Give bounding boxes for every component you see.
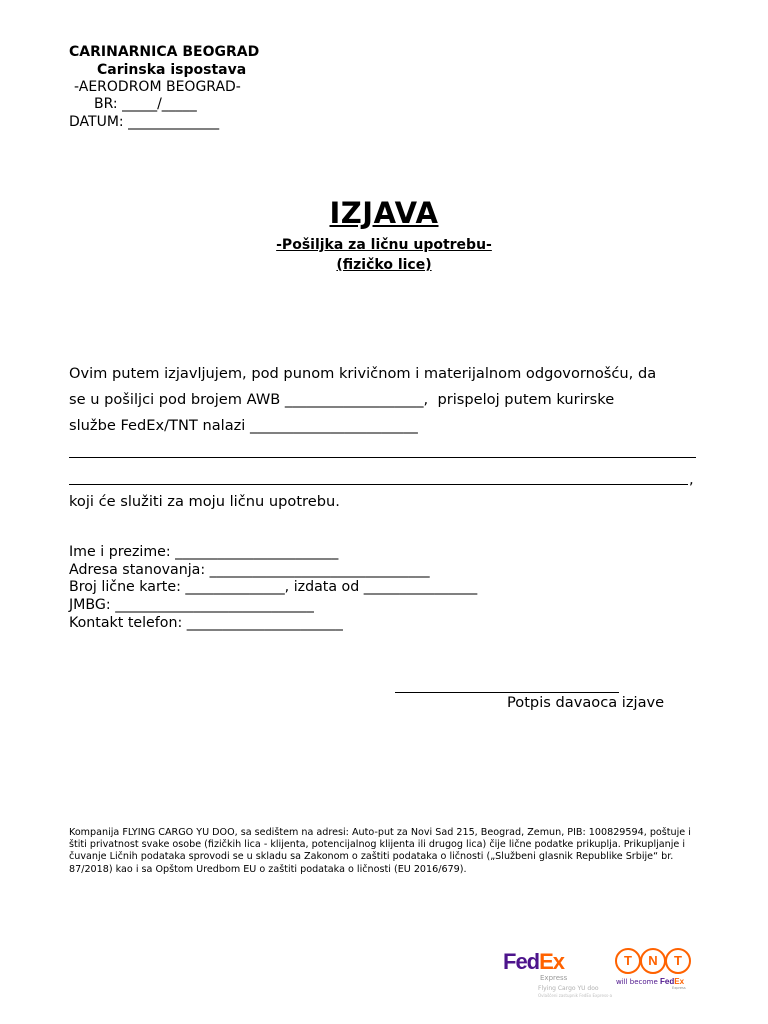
airport-name: -AERODROM BEOGRAD- — [74, 79, 241, 95]
signature-label: Potpis davaoca izjave — [507, 694, 665, 711]
tnt-fedex-ex: Ex — [674, 977, 685, 986]
blank-line-2[interactable] — [69, 484, 688, 485]
reference-number: BR: _____/_____ — [94, 96, 197, 112]
fedex-logo — [500, 936, 613, 1006]
document-subtitle: -Pošiljka za ličnu upotrebu- — [276, 237, 492, 253]
customs-branch: Carinska ispostava — [97, 62, 247, 78]
id-card-field[interactable]: Broj lične karte: ______________, izdata od ________________ — [69, 579, 478, 595]
name-field[interactable]: Ime i prezime: _______________________ — [69, 544, 339, 560]
fedex-logo-company: Flying Cargo YU doo — [538, 985, 599, 992]
document-subtitle-person: (fizičko lice) — [336, 257, 432, 273]
tnt-tagline-text: will become — [616, 978, 658, 986]
tnt-letter-n: N — [640, 948, 666, 974]
statement-line-end: koji će služiti za moju ličnu upotrebu. — [69, 493, 340, 510]
blank-line-1[interactable] — [69, 457, 696, 458]
customs-office-name: CARINARNICA BEOGRAD — [69, 44, 260, 60]
fedex-logo-express: Express — [540, 974, 568, 982]
date-field: DATUM: _____________ — [69, 114, 220, 130]
statement-comma: , — [689, 471, 694, 488]
privacy-notice: Kompanija FLYING CARGO YU DOO, sa sedištem na adresi: Auto-put za Novi Sad 215, Beograd, Zemun, PIB: 100829594, poštuje i štiti privatnost svake osobe (fizičkih lica - klijenta, potencijalnog klijenta ili drugog lica) čije lične podatke prikuplja. Prikupljanje i čuvanje Ličnih podataka sprovodi se u skladu sa Zakonom o zaštiti podataka o ličnosti („Službeni glasnik Republike Srbije“ br. 87/2018) kao i sa Opštom Uredbom EU o zaštiti podataka o ličnosti (EU 2016/679). — [69, 827, 691, 875]
tnt-letter-t2: T — [665, 948, 691, 974]
tnt-fedex-fed: Fed — [660, 977, 675, 986]
phone-field[interactable]: Kontakt telefon: ______________________ — [69, 615, 343, 631]
fedex-logo-fed: Fed — [503, 949, 540, 974]
tnt-tagline — [616, 977, 684, 986]
jmbg-field[interactable]: JMBG: ____________________________ — [69, 597, 314, 613]
tnt-logo — [610, 936, 694, 1006]
statement-line-2: se u pošiljci pod brojem AWB ___________________, prispeloj putem kurirske — [69, 391, 615, 408]
statement-line-1: Ovim putem izjavljujem, pod punom krivičnom i materijalnom odgovornošću, da — [69, 365, 657, 382]
document-title: IZJAVA — [329, 196, 439, 230]
fedex-logo-ex: Ex — [539, 949, 565, 974]
tnt-fedex-express: Express — [672, 986, 686, 990]
tnt-letter-t1: T — [615, 948, 641, 974]
signature-line[interactable] — [395, 692, 619, 693]
statement-line-3: službe FedEx/TNT nalazi _______________________ — [69, 417, 418, 434]
fedex-logo-agent: Ovlašćeni zastupnik FedEx Express-a — [538, 993, 613, 998]
tnt-circles — [615, 948, 695, 972]
address-field[interactable]: Adresa stanovanja: _______________________________ — [69, 562, 430, 578]
